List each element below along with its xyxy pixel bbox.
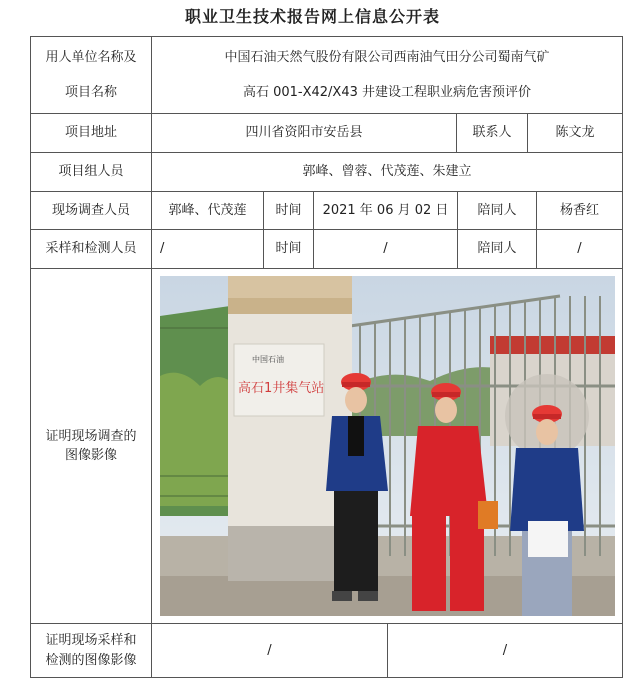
sampling-companion-value: / [536, 229, 623, 269]
sampling-image-left: / [151, 623, 388, 678]
unit-project-value [151, 36, 623, 114]
label-sampling-images-line2: 检测的图像影像 [45, 652, 137, 668]
label-sampling-images [30, 623, 152, 678]
label-address: 项目地址 [30, 113, 152, 153]
label-survey-companion: 陪同人 [457, 191, 537, 230]
sign-company-text: 中国石油 [252, 355, 284, 364]
label-survey-images-line1: 证明现场调查的 [45, 428, 137, 444]
page-title: 职业卫生技术报告网上信息公开表 [184, 7, 440, 26]
label-team: 项目组人员 [30, 152, 152, 192]
site-survey-photo [160, 276, 615, 616]
label-sampling-staff: 采样和检测人员 [30, 229, 152, 269]
address-value: 四川省资阳市安岳县 [151, 113, 457, 153]
sign-station-text: 高石1井集气站 [238, 381, 325, 396]
label-sampling-time: 时间 [263, 229, 314, 269]
sampling-staff-value: / [151, 229, 264, 269]
label-unit-line2: 项目名称 [64, 85, 117, 100]
label-sampling-companion: 陪同人 [457, 229, 537, 269]
label-survey-images-line2: 图像影像 [64, 448, 117, 463]
pillar-base [228, 526, 352, 581]
contact-value: 陈文龙 [527, 113, 623, 153]
team-value: 郭峰、曾蓉、代茂莲、朱建立 [151, 152, 623, 192]
label-unit-line1: 用人单位名称及 [45, 49, 137, 65]
label-survey-time: 时间 [263, 191, 314, 230]
survey-companion-value: 杨香红 [536, 191, 623, 230]
label-unit-project [30, 36, 152, 114]
sampling-time-value: / [313, 229, 458, 269]
label-survey-images [30, 268, 152, 624]
sampling-image-right: / [387, 623, 623, 678]
label-sampling-images-line1: 证明现场采样和 [45, 633, 137, 648]
survey-date-value: 2021 年 06 月 02 日 [313, 191, 458, 230]
cornfield [160, 373, 230, 506]
unit-name: 中国石油天然气股份有限公司西南油气田分公司蜀南气矿 [224, 49, 550, 65]
label-contact: 联系人 [456, 113, 528, 153]
project-name: 高石 001-X42/X43 井建设工程职业病危害预评价 [242, 85, 532, 100]
survey-staff-value: 郭峰、代茂莲 [151, 191, 264, 230]
label-survey-staff: 现场调查人员 [30, 191, 152, 230]
